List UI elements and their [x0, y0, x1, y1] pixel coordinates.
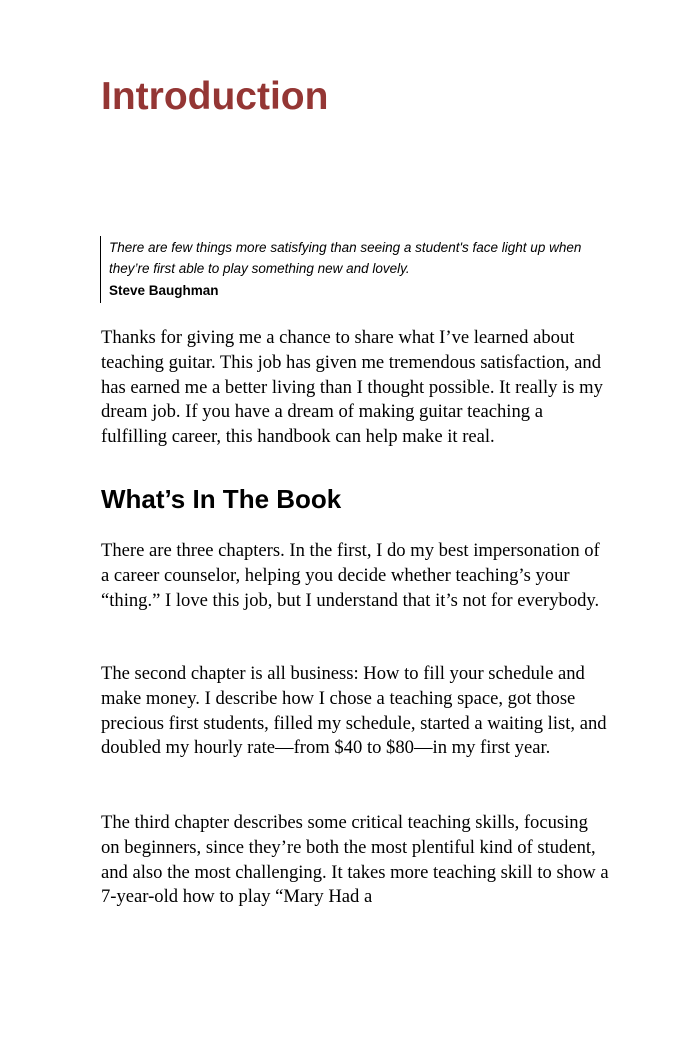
page-title: Introduction — [101, 75, 329, 118]
epigraph-author: Steve Baughman — [109, 283, 219, 298]
intro-paragraph: Thanks for giving me a chance to share what I’ve learned about teaching guitar. This job has given me tremendous satisfaction, and has earned me a better living than I thought possible. It really is my dream job. If you have a dream of making guitar teaching a fulfilling career, this handbook can help make it real. — [101, 327, 603, 448]
epigraph-text: There are few things more satisfying than seeing a student's face light up when they’re first able to play something new and lovely. — [109, 240, 582, 276]
chapter-three-paragraph: The third chapter describes some critical teaching skills, focusing on beginners, since they’re both the most plentiful kind of student, and also the most challenging. It takes more teaching skill to show a 7-year-old how to play “Mary Had a — [101, 812, 609, 908]
epigraph — [100, 236, 599, 303]
section-heading: What’s In The Book — [101, 484, 342, 514]
chapters-overview-paragraph: There are three chapters. In the first, I do my best impersonation of a career counselor, helping you decide whether teaching’s your “thing.” I love this job, but I understand that it’s not for everybody. — [101, 540, 600, 611]
chapter-two-paragraph: The second chapter is all business: How to fill your schedule and make money. I describe how I chose a teaching space, got those precious first students, filled my schedule, started a waiting list, and doubled my hourly rate—from $40 to $80—in my first year. — [101, 663, 607, 759]
